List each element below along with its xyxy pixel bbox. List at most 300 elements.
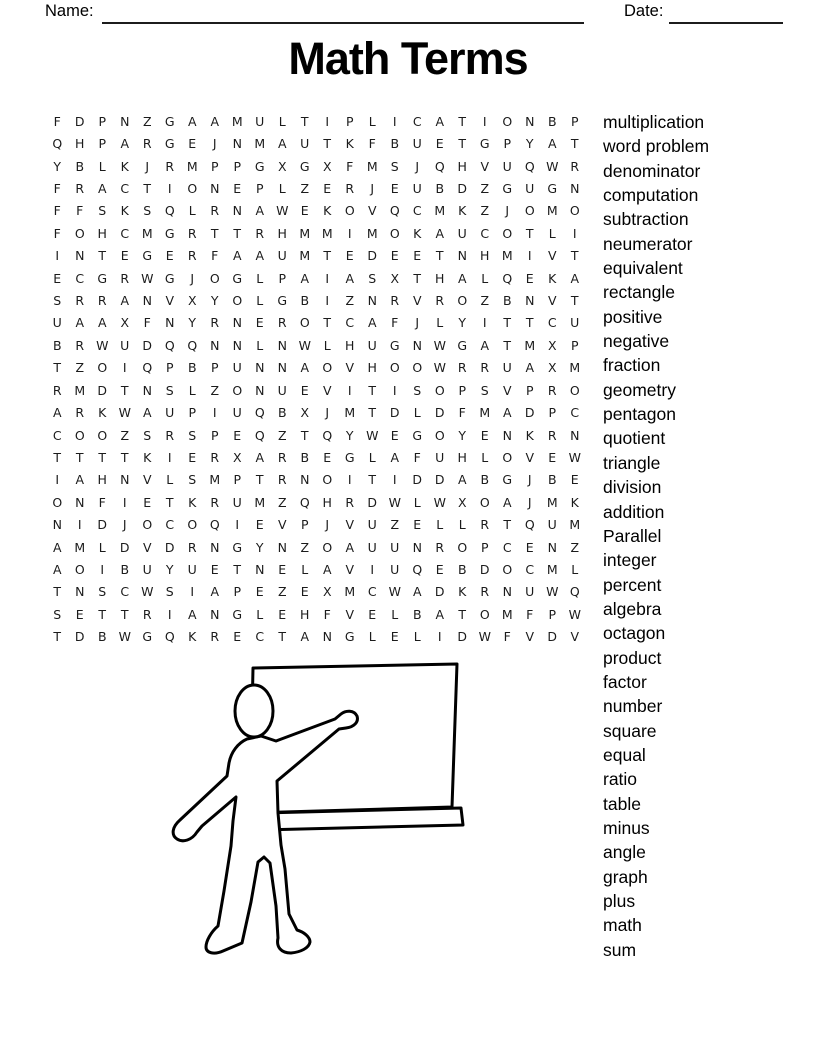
grid-letter: I [392,113,397,129]
word-search-grid [46,110,586,648]
grid-letter: L [458,517,466,533]
grid-letter: O [457,539,468,555]
grid-letter: P [480,539,489,555]
grid-letter: O [502,562,513,578]
grid-letter: U [187,562,197,578]
grid-letter: U [525,584,535,600]
grid-letter: E [188,449,197,465]
grid-letter: E [525,270,534,286]
grid-letter: V [345,517,355,533]
grid-letter: D [367,494,378,510]
grid-letter: P [548,405,557,421]
grid-letter: N [210,180,220,196]
grid-letter: C [75,270,85,286]
grid-letter: I [212,405,217,421]
grid-letter: T [53,360,62,376]
grid-letter: O [97,427,108,443]
grid-letter: E [323,180,332,196]
page-title: Math Terms [288,33,528,84]
grid-letter: S [413,382,422,398]
grid-letter: Q [299,494,310,510]
grid-letter: E [300,203,309,219]
grid-letter: R [547,382,557,398]
grid-letter: E [323,449,332,465]
word-list-item: multiplication [603,112,705,132]
grid-letter: L [256,270,264,286]
grid-letter: A [52,539,62,555]
word-list-item: denominator [603,160,701,181]
grid-letter: T [98,606,107,622]
grid-letter: M [501,606,513,622]
word-list-item: triangle [603,452,661,473]
word-list-item: octagon [603,623,666,644]
word-list-item: table [603,793,641,814]
grid-letter: C [255,629,265,645]
grid-letter: V [570,629,580,645]
grid-letter: S [98,203,107,219]
grid-letter: E [75,606,84,622]
grid-letter: P [570,337,579,353]
grid-letter: N [232,136,242,152]
grid-letter: X [457,494,467,510]
grid-letter: T [75,449,84,465]
grid-letter: V [525,629,535,645]
grid-letter: O [322,472,333,488]
grid-letter: Y [188,315,197,331]
grid-letter: O [412,360,423,376]
grid-letter: N [277,360,287,376]
grid-letter: G [344,449,355,465]
grid-letter: O [502,449,513,465]
grid-letter: C [120,584,130,600]
grid-letter: H [277,225,287,241]
grid-letter: I [437,629,442,645]
grid-letter: G [479,136,490,152]
grid-letter: G [164,136,175,152]
grid-letter: Q [502,270,513,286]
grid-letter: Q [142,360,153,376]
grid-letter: U [390,562,400,578]
word-list-item: graph [603,866,648,887]
grid-letter: U [412,136,422,152]
grid-letter: U [52,315,62,331]
grid-letter: K [120,203,129,219]
grid-letter: T [120,382,129,398]
grid-letter: A [97,315,107,331]
grid-letter: L [571,562,579,578]
grid-letter: M [479,405,491,421]
grid-letter: C [412,113,422,129]
grid-letter: Q [524,158,535,174]
grid-letter: T [570,136,579,152]
grid-letter: X [300,405,310,421]
grid-letter: C [525,562,535,578]
grid-letter: N [277,539,287,555]
grid-letter: P [233,158,242,174]
grid-letter: T [413,270,422,286]
grid-letter: I [482,113,487,129]
grid-letter: R [187,539,197,555]
grid-letter: U [525,180,535,196]
grid-letter: C [480,225,490,241]
grid-letter: E [525,539,534,555]
grid-letter: R [277,449,287,465]
grid-letter: D [524,405,535,421]
grid-letter: P [98,113,107,129]
grid-letter: T [323,248,332,264]
grid-letter: P [278,270,287,286]
grid-letter: Q [434,158,445,174]
grid-letter: E [255,584,264,600]
grid-letter: G [164,225,175,241]
grid-letter: J [145,158,150,174]
grid-letter: O [457,293,468,309]
grid-letter: K [525,427,534,443]
grid-letter: E [143,494,152,510]
grid-letter: W [478,629,491,645]
grid-letter: D [164,539,175,555]
grid-letter: A [435,113,445,129]
grid-letter: G [142,248,153,264]
grid-letter: V [142,539,152,555]
grid-letter: W [546,158,559,174]
grid-letter: L [188,203,196,219]
grid-letter: H [300,606,310,622]
grid-letter: A [120,136,130,152]
grid-letter: R [142,606,152,622]
grid-letter: A [300,270,310,286]
grid-letter: S [143,203,152,219]
grid-letter: A [210,584,220,600]
grid-letter: Y [458,315,467,331]
grid-letter: G [299,158,310,174]
grid-letter: W [141,584,154,600]
grid-letter: F [53,180,61,196]
grid-letter: A [52,405,62,421]
grid-letter: X [547,360,557,376]
grid-letter: D [412,472,423,488]
grid-letter: C [412,203,422,219]
grid-letter: U [277,248,287,264]
grid-letter: I [167,606,172,622]
grid-letter: O [502,225,513,241]
grid-letter: N [210,337,220,353]
grid-letter: E [390,427,399,443]
word-list-item: plus [603,891,636,911]
grid-letter: M [74,382,86,398]
word-list-item: ratio [603,769,638,790]
grid-letter: G [389,337,400,353]
grid-letter: P [98,136,107,152]
grid-letter: B [120,562,130,578]
grid-letter: M [254,136,266,152]
grid-letter: K [188,494,197,510]
grid-letter: F [53,113,61,129]
grid-letter: Q [569,584,580,600]
grid-letter: M [546,562,558,578]
grid-letter: C [165,517,175,533]
grid-letter: Z [480,203,490,219]
grid-letter: N [120,472,130,488]
grid-letter: T [323,136,332,152]
grid-letter: T [323,315,332,331]
grid-letter: P [300,517,309,533]
grid-letter: D [434,472,445,488]
grid-letter: H [480,248,490,264]
grid-letter: N [300,472,310,488]
grid-letter: R [75,405,85,421]
grid-letter: W [366,427,379,443]
grid-letter: E [165,248,174,264]
grid-letter: B [547,472,557,488]
grid-letter: Z [277,584,287,600]
grid-letter: E [345,248,354,264]
date-blank-line [669,3,783,24]
grid-letter: R [277,472,287,488]
grid-letter: E [188,136,197,152]
grid-letter: X [390,270,400,286]
grid-letter: T [233,562,242,578]
grid-letter: T [255,472,264,488]
grid-letter: B [480,472,490,488]
grid-letter: W [276,203,289,219]
grid-letter: F [323,606,331,622]
grid-letter: I [392,382,397,398]
grid-letter: L [98,539,106,555]
grid-letter: U [570,315,580,331]
grid-letter: E [255,315,264,331]
grid-letter: O [502,113,513,129]
grid-letter: G [502,472,513,488]
grid-letter: V [165,293,175,309]
grid-letter: U [502,360,512,376]
grid-letter: A [390,449,400,465]
grid-letter: K [413,225,422,241]
grid-letter: S [165,584,174,600]
grid-letter: A [232,248,242,264]
grid-letter: S [188,472,197,488]
grid-letter: C [120,225,130,241]
grid-letter: Q [254,427,265,443]
grid-letter: N [52,517,62,533]
grid-letter: I [325,113,330,129]
grid-letter: G [412,427,423,443]
grid-letter: A [435,606,445,622]
grid-letter: Y [525,136,534,152]
word-list-item: division [603,477,662,498]
grid-letter: R [52,382,62,398]
grid-letter: Q [524,517,535,533]
grid-letter: F [413,449,421,465]
word-list-item: pentagon [603,404,676,425]
grid-letter: E [210,562,219,578]
grid-letter: O [479,606,490,622]
grid-letter: G [502,180,513,196]
word-list-item: number [603,696,663,717]
grid-letter: U [255,113,265,129]
grid-letter: L [436,315,444,331]
grid-letter: B [300,293,310,309]
grid-letter: U [120,337,130,353]
grid-letter: N [525,293,535,309]
grid-letter: R [255,225,265,241]
name-blank-line [102,3,584,24]
word-list-item: rectangle [603,282,675,303]
grid-letter: P [210,427,219,443]
grid-letter: B [547,113,557,129]
grid-letter: H [75,136,85,152]
grid-letter: E [233,427,242,443]
grid-letter: R [75,337,85,353]
grid-letter: R [210,315,220,331]
grid-letter: D [479,562,490,578]
grid-letter: P [188,405,197,421]
grid-letter: T [570,248,579,264]
grid-letter: E [413,248,422,264]
grid-letter: N [322,629,332,645]
grid-letter: U [277,382,287,398]
grid-letter: J [325,405,330,421]
word-list-item: fraction [603,355,661,376]
grid-letter: L [481,270,489,286]
grid-letter: R [187,225,197,241]
grid-letter: T [300,427,309,443]
word-list-item: equivalent [603,258,683,279]
grid-letter: Z [570,539,580,555]
word-list-item: factor [603,671,647,692]
grid-letter: O [209,270,220,286]
word-list [603,110,709,962]
grid-letter: K [143,449,152,465]
grid-letter: B [75,158,85,174]
grid-letter: N [412,539,422,555]
grid-letter: L [436,517,444,533]
date-label: Date: [624,2,664,20]
grid-letter: W [433,360,446,376]
grid-letter: S [368,270,377,286]
grid-letter: Q [164,337,175,353]
grid-letter: T [120,449,129,465]
grid-letter: T [143,180,152,196]
grid-letter: W [568,606,581,622]
grid-letter: D [457,629,468,645]
grid-letter: E [413,517,422,533]
grid-letter: Y [165,562,174,578]
grid-letter: W [141,270,154,286]
grid-letter: N [502,427,512,443]
grid-letter: U [232,360,242,376]
grid-letter: I [190,584,195,600]
grid-letter: C [547,315,557,331]
grid-letter: V [547,293,557,309]
grid-letter: F [458,405,466,421]
grid-letter: H [97,472,107,488]
grid-letter: O [74,225,85,241]
grid-letter: E [233,180,242,196]
grid-letter: B [412,606,422,622]
grid-letter: K [570,494,579,510]
grid-letter: M [141,225,153,241]
grid-letter: O [434,382,445,398]
grid-letter: R [390,293,400,309]
grid-letter: I [347,225,352,241]
grid-letter: B [435,180,445,196]
grid-letter: I [325,293,330,309]
grid-letter: Y [345,427,354,443]
grid-letter: R [210,494,220,510]
grid-letter: A [457,270,467,286]
grid-letter: A [300,360,310,376]
grid-letter: I [167,449,172,465]
grid-letter: M [366,225,378,241]
grid-letter: O [74,427,85,443]
grid-letter: R [120,270,130,286]
grid-letter: T [435,248,444,264]
grid-letter: R [97,293,107,309]
grid-letter: T [525,225,534,241]
grid-letter: L [98,158,106,174]
grid-letter: N [570,180,580,196]
grid-letter: N [255,360,265,376]
grid-letter: P [503,136,512,152]
grid-letter: R [480,517,490,533]
grid-letter: I [122,360,127,376]
grid-letter: M [299,248,311,264]
grid-letter: K [188,629,197,645]
grid-letter: E [120,248,129,264]
grid-letter: A [502,405,512,421]
grid-letter: E [480,427,489,443]
grid-letter: N [75,584,85,600]
grid-letter: M [254,494,266,510]
grid-letter: P [210,158,219,174]
grid-letter: J [212,136,217,152]
grid-letter: H [457,158,467,174]
grid-letter: A [120,293,130,309]
word-list-item: negative [603,331,670,352]
grid-letter: U [412,180,422,196]
grid-letter: T [503,337,512,353]
grid-letter: G [547,180,558,196]
grid-letter: L [188,382,196,398]
grid-letter: I [77,517,82,533]
grid-letter: E [435,562,444,578]
grid-letter: S [188,427,197,443]
grid-letter: Z [300,539,310,555]
grid-letter: N [120,113,130,129]
grid-letter: R [75,293,85,309]
grid-letter: A [277,136,287,152]
grid-letter: A [255,248,265,264]
grid-letter: N [277,337,287,353]
grid-letter: D [74,629,85,645]
grid-letter: A [457,472,467,488]
board-tray [261,808,463,830]
grid-letter: N [255,562,265,578]
grid-letter: T [458,606,467,622]
grid-letter: P [458,382,467,398]
grid-letter: T [53,449,62,465]
grid-letter: Z [300,180,310,196]
grid-letter: O [232,382,243,398]
grid-letter: V [345,360,355,376]
grid-letter: T [210,225,219,241]
teacher-at-board-illustration [165,655,485,970]
grid-letter: A [570,270,580,286]
grid-letter: W [118,405,131,421]
grid-letter: J [505,203,510,219]
grid-letter: L [413,405,421,421]
